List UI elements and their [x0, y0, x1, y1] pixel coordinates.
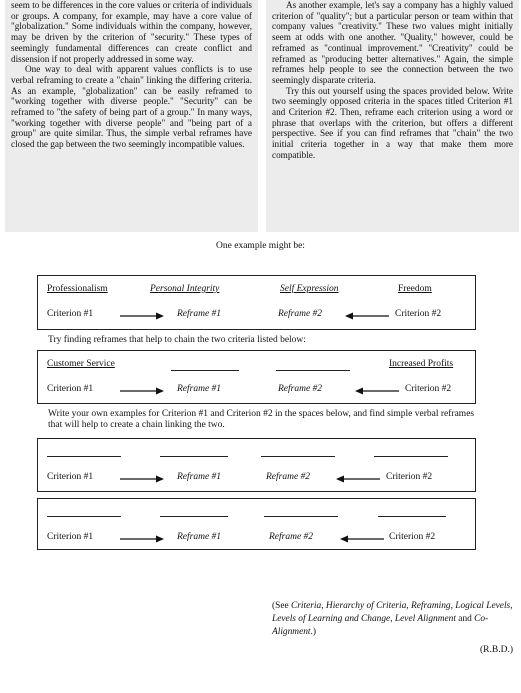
- criterion-2-label: Criterion #2: [395, 309, 442, 319]
- ref-criteria: Criteria: [291, 601, 322, 611]
- reframe-2-blank[interactable]: [276, 370, 350, 371]
- see-also-references: (See Criteria, Hierarchy of Criteria, Reframing, Logical Levels, Levels of Learning and Change, Level Alignment and Co-Alignment.): [272, 601, 513, 637]
- right-paragraph-1: As another example, let's say a company has a highly valued criterion of "quality"; but a particular person or team within that company values "creativity." These two values might initially seem at odds with one another. "Quality," however, could be reframed as "continual improvement." "Creativity" could be reframed as "producing better alternatives." Again, the simple reframes help people to see the connection between the two seemingly disparate criteria.: [272, 0, 513, 85]
- criterion-1-label: Criterion #1: [47, 309, 94, 319]
- criterion-2-label: Criterion #2: [386, 472, 433, 482]
- instruction-2: Write your own examples for Criterion #1 and Criterion #2 in the spaces below, and find simple verbal reframes that will help to create a chain linking the two.: [48, 409, 475, 430]
- reframe-2-label: Reframe #2: [278, 384, 323, 394]
- left-arrow-icon: [345, 312, 389, 320]
- right-arrow-icon: [120, 387, 164, 395]
- ref-hierarchy-of-criteria: Hierarchy of Criteria: [325, 601, 407, 611]
- right-text-column: [266, 0, 519, 232]
- criterion-1-label: Criterion #1: [47, 472, 94, 482]
- right-paragraph-2: Try this out yourself using the spaces provided below. Write two seemingly opposed criteria in the spaces titled Criterion #1 and Criterion #2. Then, reframe each criterion using a word or phrase that overlaps with the criterion, but offers a different perspective. See if you can find reframes that "chain" the two initial criteria together in a way that make them more compatible.: [272, 85, 513, 160]
- ref-logical-levels: Logical Levels: [455, 601, 511, 611]
- criterion-1-blank[interactable]: [47, 516, 121, 517]
- reframe-1-blank[interactable]: [160, 456, 228, 457]
- criterion-2-blank[interactable]: [378, 516, 446, 517]
- example-reframe-2: Self Expression: [280, 284, 339, 294]
- reframe-1-blank[interactable]: [160, 516, 228, 517]
- reframe-2-label: Reframe #2: [269, 532, 314, 542]
- right-arrow-icon: [120, 312, 164, 320]
- reframe-1-label: Reframe #1: [177, 532, 222, 542]
- criterion-1-label: Criterion #1: [47, 532, 94, 542]
- ref-co-alignment: Co-Alignment: [272, 614, 489, 637]
- reframe-2-label: Reframe #2: [266, 472, 311, 482]
- instruction-1: Try finding reframes that help to chain the two criteria listed below:: [48, 335, 306, 345]
- criterion-1-label: Criterion #1: [47, 384, 94, 394]
- criterion-2-label: Criterion #2: [389, 532, 436, 542]
- reframe-1-label: Reframe #1: [177, 309, 222, 319]
- example-intro: One example might be:: [216, 241, 305, 251]
- blank-box-1: [37, 438, 476, 492]
- reframe-2-blank[interactable]: [261, 456, 335, 457]
- example-criterion-2: Freedom: [398, 284, 432, 294]
- ref-level-alignment: Level Alignment: [394, 614, 456, 624]
- reframe-1-blank[interactable]: [171, 370, 239, 371]
- reframe-2-label: Reframe #2: [278, 309, 323, 319]
- blank-box-2: [37, 498, 476, 550]
- ref-reframing: Reframing: [410, 601, 451, 611]
- example-box: [37, 275, 476, 330]
- reframe-1-label: Reframe #1: [177, 472, 222, 482]
- right-arrow-icon: [120, 475, 164, 483]
- left-arrow-icon: [336, 475, 380, 483]
- right-arrow-icon: [120, 535, 164, 543]
- author-initials: (R.B.D.): [480, 645, 513, 655]
- ref-levels-of-learning: Levels of Learning and Change: [272, 614, 391, 624]
- criterion-1-blank[interactable]: [47, 456, 121, 457]
- left-paragraph-2: One way to deal with apparent values conflicts is to use verbal reframing to create a "chain" linking the differing criteria. As an example, "globalization" can be easily reframed to "working together with diverse people." "Security" can be reframed to "the safety of being part of a group." In many ways, "working together with diverse people" and "being part of a group" are quite similar. Thus, the simple verbal reframes have closed the gap between the two seemingly incompatible values.: [11, 64, 252, 150]
- practice-criterion-1: Customer Service: [47, 359, 115, 369]
- reframe-1-label: Reframe #1: [177, 384, 222, 394]
- example-reframe-1: Personal Integrity: [150, 284, 220, 294]
- practice-box: [37, 350, 476, 404]
- example-criterion-1: Professionalism: [47, 284, 108, 294]
- left-arrow-icon: [355, 387, 399, 395]
- criterion-2-label: Criterion #2: [405, 384, 452, 394]
- left-paragraph-1: seem to be differences in the core values or criteria of individuals or groups. A company, for example, may have a core value of "globalization." Some individuals within the company, however, may be driven by the criterion of "security." These types of seemingly fundamental differences can create conflict and dissension if not properly addressed in some way.: [11, 0, 252, 64]
- practice-criterion-2: Increased Profits: [389, 359, 454, 369]
- reframe-2-blank[interactable]: [264, 516, 338, 517]
- criterion-2-blank[interactable]: [374, 456, 448, 457]
- left-arrow-icon: [340, 535, 384, 543]
- left-text-column: [5, 0, 258, 232]
